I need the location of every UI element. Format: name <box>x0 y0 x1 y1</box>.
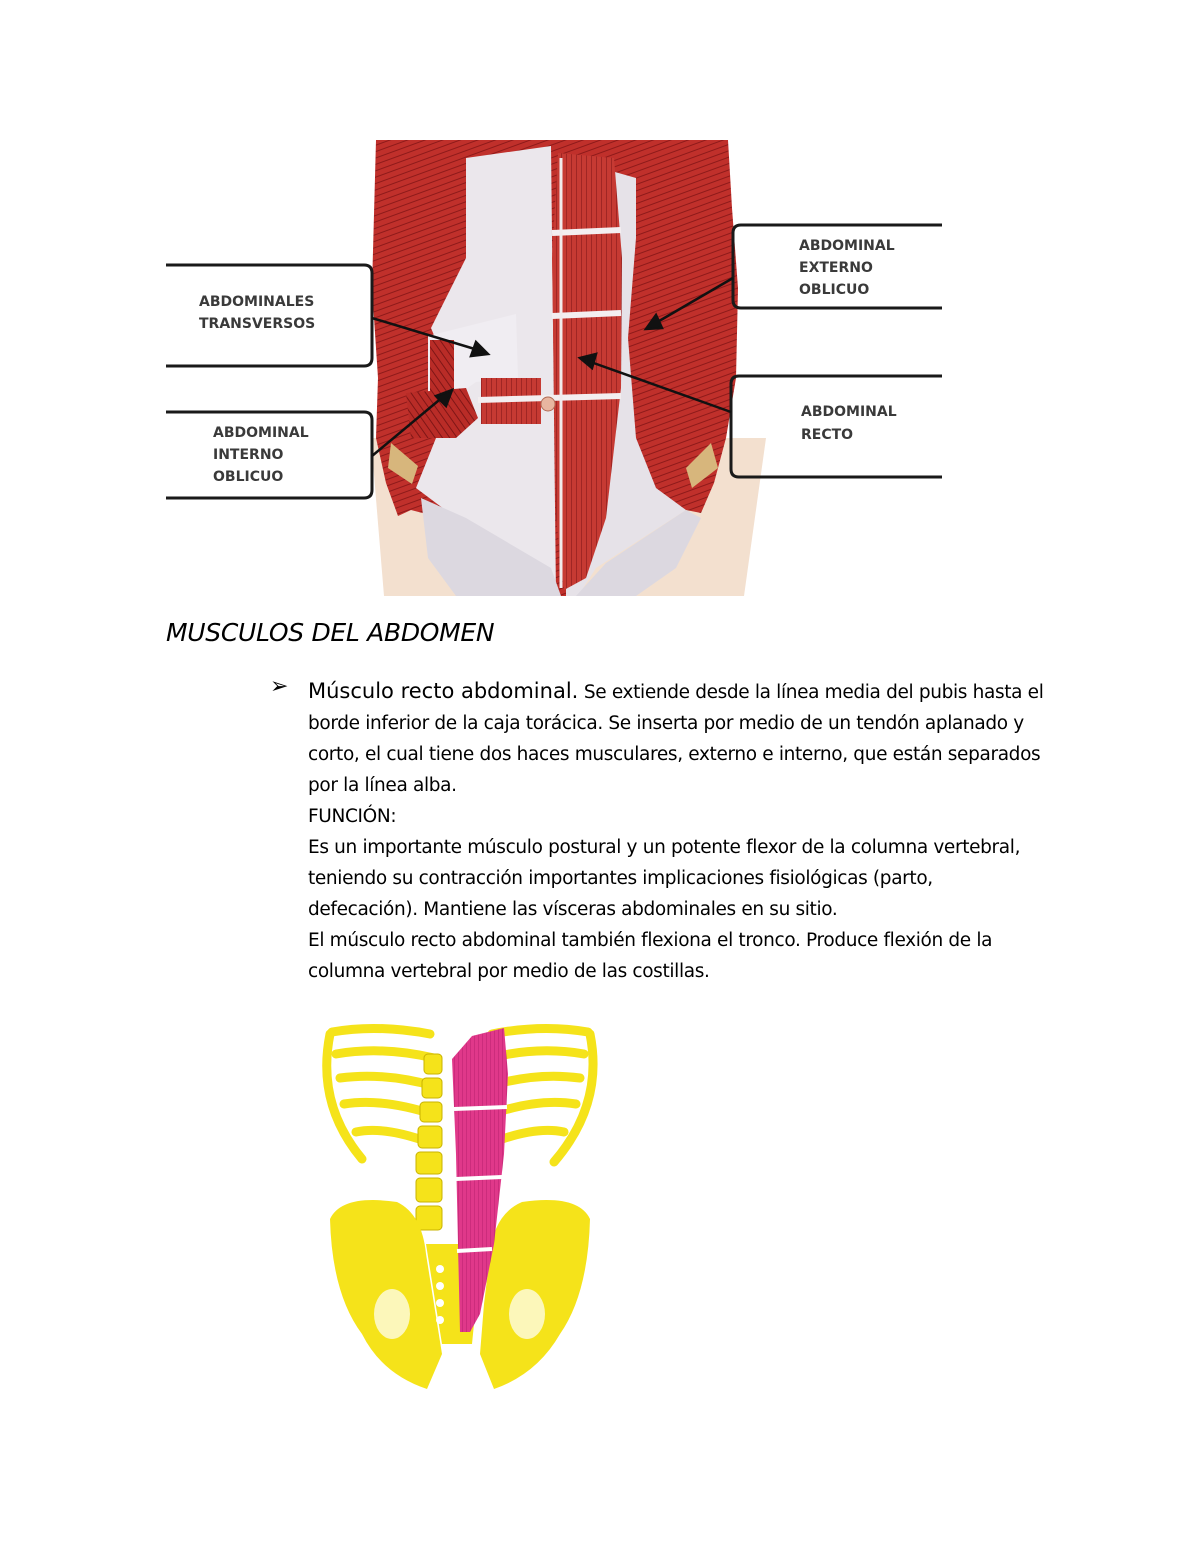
description-text: Se extiende desde la línea media del pubis hasta el borde inferior de la caja torácica. Se inserta por medio de un tendón aplanado y corto, el cual tiene dos haces musculares, externo e interno, que están separados por la línea alba. <box>308 682 1044 796</box>
description-paragraph <box>308 676 1048 801</box>
torso-illustration <box>371 140 766 596</box>
arrow-bullet-icon: ➢ <box>270 674 289 699</box>
extra-text: El músculo recto abdominal también flexiona el tronco. Produce flexión de la columna vertebral por medio de las costillas. <box>308 930 993 982</box>
function-text: Es un importante músculo postural y un potente flexor de la columna vertebral, teniendo su contracción importantes implicaciones fisiológicas (parto, defecación). Mantiene las vísceras abdominales en su sitio. <box>308 837 1021 920</box>
section-title: MUSCULOS DEL ABDOMEN <box>166 618 495 647</box>
rectus-skeleton-figure <box>322 1014 598 1402</box>
label-recto: ABDOMINAL RECTO <box>801 404 897 443</box>
label-interno: ABDOMINAL INTERNO OBLICUO <box>213 425 309 485</box>
abdominal-muscles-figure <box>166 138 942 596</box>
label-externo: ABDOMINAL EXTERNO OBLICUO <box>799 238 895 298</box>
section-body <box>308 676 1048 987</box>
lead-term: Músculo recto abdominal. <box>308 679 579 703</box>
label-transversos: ABDOMINALES TRANSVERSOS <box>199 294 316 332</box>
function-label: FUNCIÓN: <box>308 806 397 827</box>
